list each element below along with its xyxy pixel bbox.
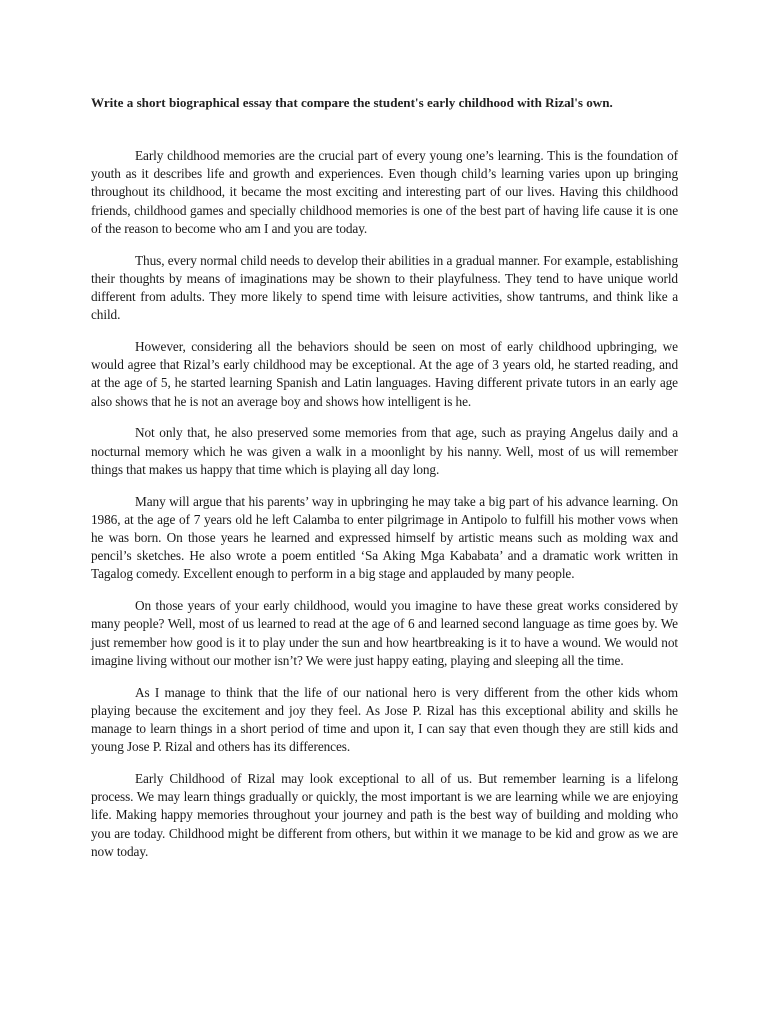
essay-paragraph-1: Early childhood memories are the crucial part of every young one’s learning. This is the foundation of youth as it describes life and growth and experiences. Even though child’s learning varies upon up bringing throughout its childhood, it became the most exciting and interesting part of our lives. Having this childhood friends, childhood games and specially childhood memories is one of the best part of having life cause it is one of the reason to become who am I and you are today.: [91, 148, 678, 236]
essay-paragraph-8: Early Childhood of Rizal may look exceptional to all of us. But remember learning is a lifelong process. We may learn things gradually or quickly, the most important is we are learning while we are enjoying life. Making happy memories throughout your journey and path is the best way of building and molding who you are today. Childhood might be different from others, but within it we manage to be kid and grow as we are now today.: [91, 771, 678, 859]
essay-paragraph-3: However, considering all the behaviors should be seen on most of early childhood upbringing, we would agree that Rizal’s early childhood may be exceptional. At the age of 3 years old, he started reading, and at the age of 5, he started learning Spanish and Latin languages. Having different private tutors in an early age also shows that he is not an average boy and shows how intelligent is he.: [91, 339, 678, 409]
essay-prompt-heading: Write a short biographical essay that compare the student's early childhood with Rizal's own.: [91, 95, 613, 110]
essay-paragraph-4: Not only that, he also preserved some memories from that age, such as praying Angelus daily and a nocturnal memory which he was given a walk in a moonlight by his nanny. Well, most of us will remember things that makes us happy that time which is playing all day long.: [91, 425, 678, 477]
essay-paragraph-2: Thus, every normal child needs to develop their abilities in a gradual manner. For example, establishing their thoughts by means of imaginations may be shown to their playfulness. They tend to have unique world different from adults. They more likely to spend time with leisure activities, show tantrums, and think like a child.: [91, 252, 678, 323]
essay-paragraph-7: As I manage to think that the life of our national hero is very different from the other kids whom playing because the excitement and joy they feel. As Jose P. Rizal has this exceptional ability and skills he manage to learn things in a short period of time and upon it, I can say that even though they are still kids and young Jose P. Rizal and others has its differences.: [91, 684, 678, 755]
essay-paragraph-6: On those years of your early childhood, would you imagine to have these great works considered by many people? Well, most of us learned to read at the age of 6 and learned second language as time goes by. We just remember how good is it to play under the sun and how heartbreaking is it to have a wound. We would not imagine living without our mother isn’t? We were just happy eating, playing and sleeping all the time.: [91, 598, 678, 668]
essay-paragraph-5: Many will argue that his parents’ way in upbringing he may take a big part of his advance learning. On 1986, at the age of 7 years old he left Calamba to enter pilgrimage in Antipolo to fulfill his mother vows when he was born. On those years he learned and expressed himself by artistic means such as molding wax and pencil’s sketches. He also wrote a poem entitled ‘Sa Aking Mga Kababata’ and a dramatic work written in Tagalog comedy. Excellent enough to perform in a big stage and applauded by many people.: [91, 493, 678, 582]
document-page: [91, 94, 678, 875]
